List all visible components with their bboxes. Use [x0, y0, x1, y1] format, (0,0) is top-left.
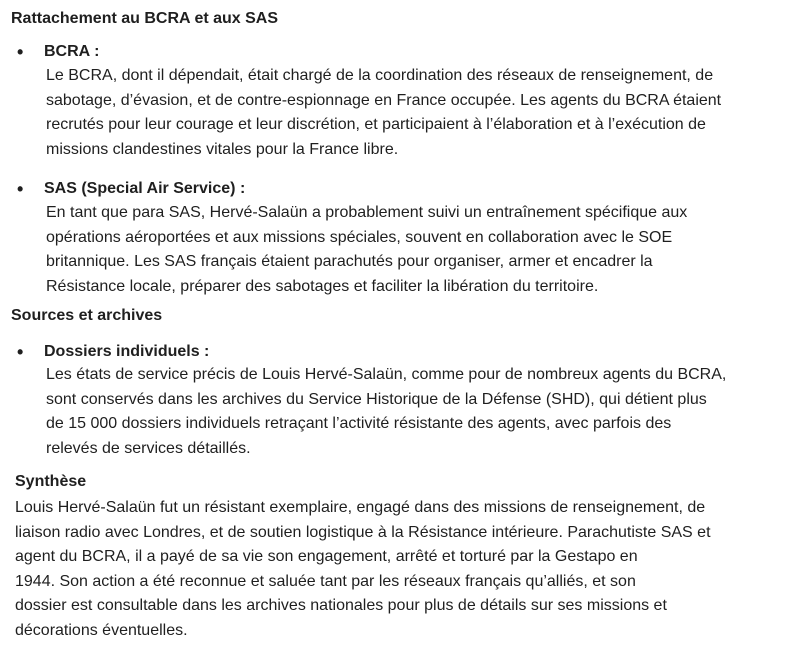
text-line: opérations aéroportées et aux missions spéciales, souvent en collaboration avec le SOE: [46, 228, 673, 246]
text-line: relevés de services détaillés.: [46, 439, 251, 457]
text-line: britannique. Les SAS français étaient parachutés pour organiser, armer et encadrer la: [46, 253, 653, 271]
text-line: agent du BCRA, il a payé de sa vie son engagement, arrêté et torturé par la Gestapo en: [15, 548, 638, 566]
text-line: 1944. Son action a été reconnue et saluée tant par les réseaux français qu’alliés, et son: [15, 572, 636, 590]
text-line: de 15 000 dossiers individuels retraçant l’activité résistante des agents, avec parfois des: [46, 415, 672, 433]
item-title-dossiers: Dossiers individuels :: [44, 343, 210, 360]
text-line: Résistance locale, préparer des sabotages et faciliter la libération du territoire.: [46, 277, 599, 295]
item-body-dossiers: [46, 363, 726, 461]
item-title-sas: SAS (Special Air Service) :: [44, 180, 246, 197]
section-heading-sources: Sources et archives: [11, 307, 163, 324]
bullet-marker: •: [17, 179, 24, 199]
text-line: Louis Hervé-Salaün fut un résistant exemplaire, engagé dans des missions de renseignement, de: [15, 499, 706, 516]
item-body-sas: [46, 201, 687, 299]
bullet-marker: •: [17, 42, 24, 62]
text-line: sabotage, d’évasion, et de contre-espionnage en France occupée. Les agents du BCRA étaient: [46, 91, 722, 109]
item-body-bcra: [46, 64, 721, 162]
text-line: dossier est consultable dans les archives nationales pour plus de détails sur ses missions et: [15, 597, 667, 615]
text-line: décorations éventuelles.: [15, 621, 188, 639]
text-line: Les états de service précis de Louis Hervé-Salaün, comme pour de nombreux agents du BCRA,: [46, 366, 727, 383]
text-line: missions clandestines vitales pour la France libre.: [46, 140, 399, 158]
text-line: Le BCRA, dont il dépendait, était chargé de la coordination des réseaux de renseignement, de: [46, 67, 714, 84]
section-heading-synthese: Synthèse: [15, 473, 87, 490]
item-title-bcra: BCRA :: [44, 43, 100, 60]
text-line: sont conservés dans les archives du Service Historique de la Défense (SHD), qui détient plus: [46, 390, 707, 408]
text-line: liaison radio avec Londres, et de soutien logistique à la Résistance intérieure. Parachutiste SAS et: [15, 523, 711, 541]
text-line: recrutés pour leur courage et leur discrétion, et participaient à l’élaboration et à l’exécution de: [46, 116, 706, 134]
bullet-marker: •: [17, 342, 24, 362]
text-line: En tant que para SAS, Hervé-Salaün a probablement suivi un entraînement spécifique aux: [46, 204, 688, 221]
synthese-paragraph: [15, 496, 711, 644]
section-heading-rattachement: Rattachement au BCRA et aux SAS: [11, 10, 279, 27]
